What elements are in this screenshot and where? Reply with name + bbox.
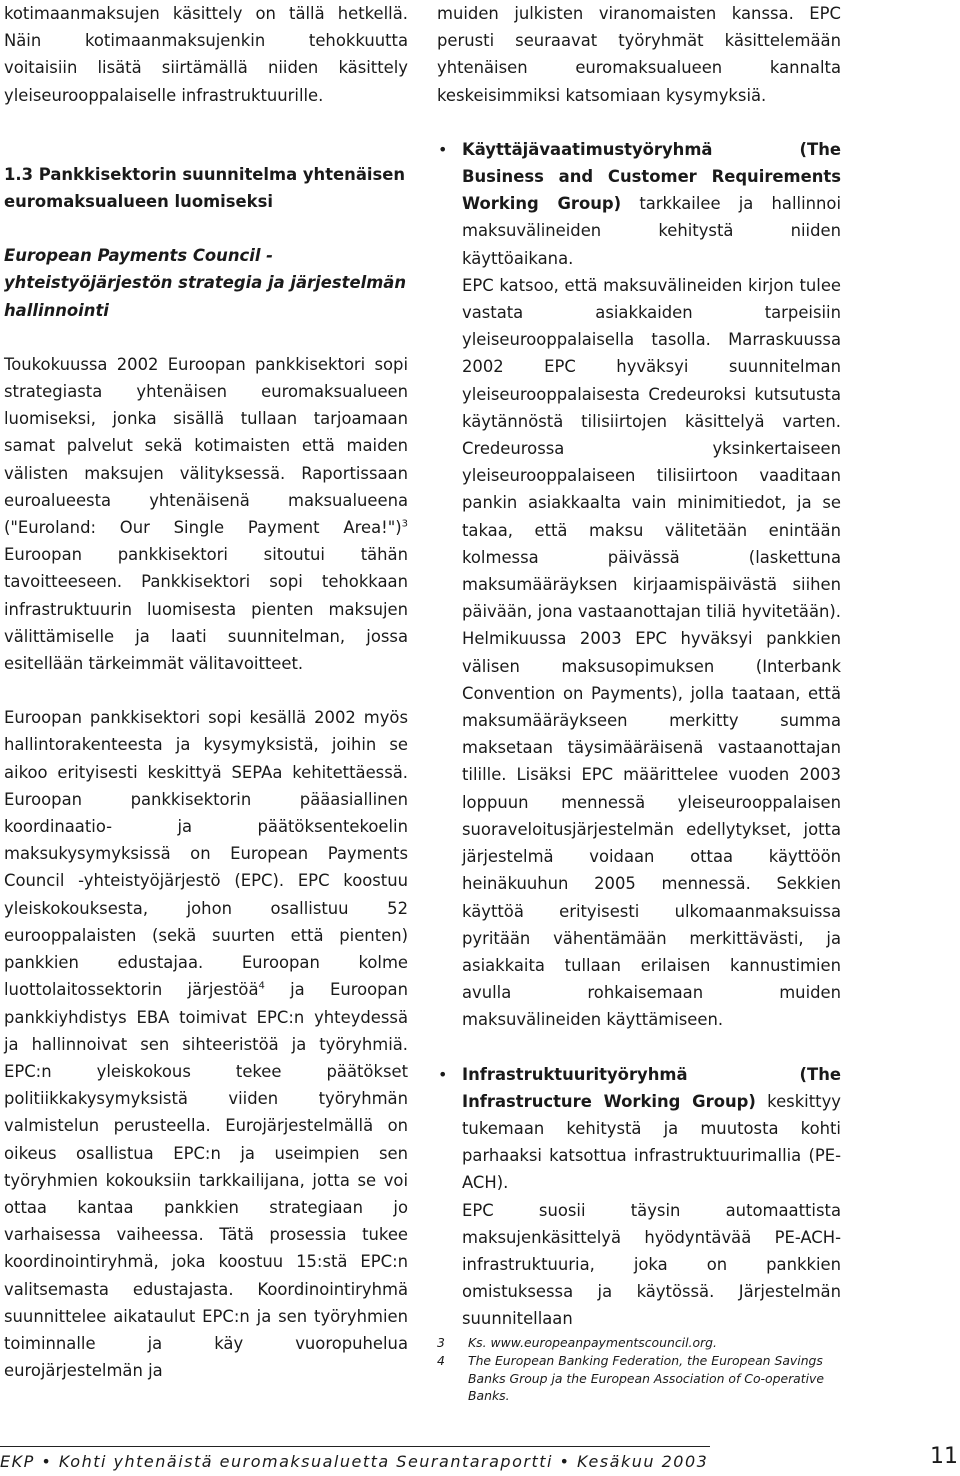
footnote-number: 4 <box>437 1353 445 1368</box>
footnote-3 <box>437 1334 840 1352</box>
footnote-4 <box>437 1352 840 1405</box>
working-group-title: Käyttäjävaatimustyöryhmä (The Business and Customer Requirements Working Group) <box>462 139 841 214</box>
footnote-text: The European Banking Federation, the European Savings Banks Group ja the European Association of Co-operative Banks. <box>468 1353 825 1404</box>
footnote-ref-4: 4 <box>258 980 265 992</box>
section-subheading: European Payments Council -yhteistyöjärjestön strategia ja järjestelmän hallinnointi <box>4 246 407 320</box>
footnote-ref-3: 3 <box>401 518 408 530</box>
bullet-icon: • <box>438 1064 448 1084</box>
left-column <box>4 0 408 1384</box>
working-group-title: Infrastruktuurityöryhmä (The Infrastructure Working Group) <box>462 1064 841 1111</box>
working-group-bullet <box>437 136 841 1034</box>
footer-title: EKP • Kohti yhtenäistä euromaksualuetta Seurantaraportti • Kesäkuu 2003 <box>0 1452 709 1471</box>
working-group-text: tarkkailee ja hallinnoi maksuvälineiden kehitystä niiden käyttöaikana. <box>462 194 841 268</box>
strategy-text-rest: Euroopan pankkisektori sitoutui tähän tavoitteeseen. Pankkisektori sopi tehokkaan infrastruktuurin luomisesta pienten maksujen välittämiselle ja laati suunnitelman, jossa esitellään tärkeimmät välitavoitteet. <box>4 545 408 674</box>
section-heading: 1.3 Pankkisektorin suunnitelma yhtenäisen euromaksualueen luomiseksi <box>4 164 406 212</box>
working-group-detail: EPC suosii täysin automaattista maksujenkäsittelyä hyödyntävää PE-ACH-infrastruktuuria, joka on pankkien omistuksessa ja käytössä. Järjestelmän suunnitellaan <box>462 1200 841 1329</box>
left-intro-paragraph: kotimaanmaksujen käsittely on tällä hetkellä. Näin kotimaanmaksujenkin tehokkuutta voitaisiin lisätä siirtämällä niiden käsittely yleiseurooppalaiselle infrastruktuurille. <box>4 4 408 105</box>
working-group-text: keskittyy tukemaan kehitystä ja muutosta kohti parhaaksi katsottua infrastruktuurimallia (PE-ACH). <box>462 1091 841 1193</box>
bullet-icon: • <box>438 139 448 159</box>
bullet-paragraph <box>462 1061 841 1197</box>
right-intro-paragraph: muiden julkisten viranomaisten kanssa. EPC perusti seuraavat työryhmät käsittelemään yhtenäisen euromaksualueen kannalta keskeisimmiksi katsomiaan kysymyksiä. <box>437 4 841 105</box>
footnote-number: 3 <box>437 1335 445 1350</box>
bullet-paragraph <box>462 136 841 272</box>
working-group-bullet <box>437 1061 841 1333</box>
page-number: 11 <box>930 1444 958 1469</box>
strategy-text: Toukokuussa 2002 Euroopan pankkisektori sopi strategiasta yhtenäisen euromaksualueen luomiseksi, jonka sisällä tullaan tarjoamaan samat palvelut sekä kotimaisten että maiden välisten maksujen välityksessä. Raportissaan euroalueesta yhtenäisenä maksualueena ("Euroland: Our Single Payment Area!") <box>4 354 408 538</box>
footnote-text: Ks. www.europeanpaymentscouncil.org. <box>468 1335 717 1350</box>
governance-text: Euroopan pankkisektori sopi kesällä 2002 myös hallintorakenteesta ja kysymyksistä, joihin se aikoo erityisesti keskittyä SEPAa kehitettäessä. Euroopan pankkisektorin pääasiallinen koordinaatio- ja päätöksentekoelin maksukysymyksissä on European Payments Council -yhteistyöjärjestö (EPC). EPC koostuu yleiskokouksesta, johon osallistuu 52 eurooppalaisten (sekä suurten että pienten) pankkien edustajaa. Euroopan kolme luottolaitossektorin järjestöä <box>4 708 408 1000</box>
governance-paragraph <box>4 704 408 1384</box>
right-column <box>437 0 841 1333</box>
strategy-paragraph <box>4 351 408 677</box>
governance-text-rest: ja Euroopan pankkiyhdistys EBA toimivat EPC:n yhteydessä ja hallinnoivat sen sihteeristöä ja työryhmiä. EPC:n yleiskokous tekee päätökset politiikkakysymyksistä viiden työryhmän valmistelun perusteella. Eurojärjestelmällä on oikeus osallistua EPC:n ja useimpien sen työryhmien kokouksiin tarkkailijana, jotta se voi ottaa kantaa pankkien strategiaan jo varhaisessa vaiheessa. Tätä prosessia tukee koordinointiryhmä, joka koostuu 15:stä EPC:n valitsemasta edustajasta. Koordinointiryhmä suunnittelee aikataulut EPC:n ja sen työryhmien toiminnalle ja käy vuoropuhelua eurojärjestelmän ja <box>4 980 408 1381</box>
footer-rule <box>0 1446 710 1447</box>
working-group-detail: EPC katsoo, että maksuvälineiden kirjon tulee vastata asiakkaiden tarpeisiin yleiseurooppalaisella tasolla. Marraskuussa 2002 EPC hyväksyi suunnitelman yleiseurooppalaisesta Credeuroksi kutsutusta käytännöstä tilisiirtojen käsittelyä varten. Credeurossa yksinkertaiseen yleiseurooppalaiseen tilisiirtoon vaaditaan pankin asiakkaalta vain minimitiedot, ja se takaa, että maksu välitetään enintään kolmessa päivässä (laskettuna maksumääräyksen kirjaamispäivästä siihen päivään, jona vastaanottajan tiliä hyvitetään). Helmikuussa 2003 EPC hyväksyi pankkien välisen maksusopimuksen (Interbank Convention on Payments), jolla taataan, että maksumääräykseen merkitty summa maksetaan täysimääräisenä vastaanottajan tilille. Lisäksi EPC määrittelee vuoden 2003 loppuun mennessä yleiseurooppalaisen suoraveloitusjärjestelmän edellytykset, jotta järjestelmä voidaan ottaa käyttöön heinäkuuhun 2005 mennessä. Sekkien käyttöä erityisesti ulkomaanmaksuissa pyritään vähentämään merkittävästi, ja asiakkaita tullaan erilaisen kannustimien avulla rohkaisemaan muiden maksuvälineiden käyttämiseen. <box>462 275 841 1030</box>
